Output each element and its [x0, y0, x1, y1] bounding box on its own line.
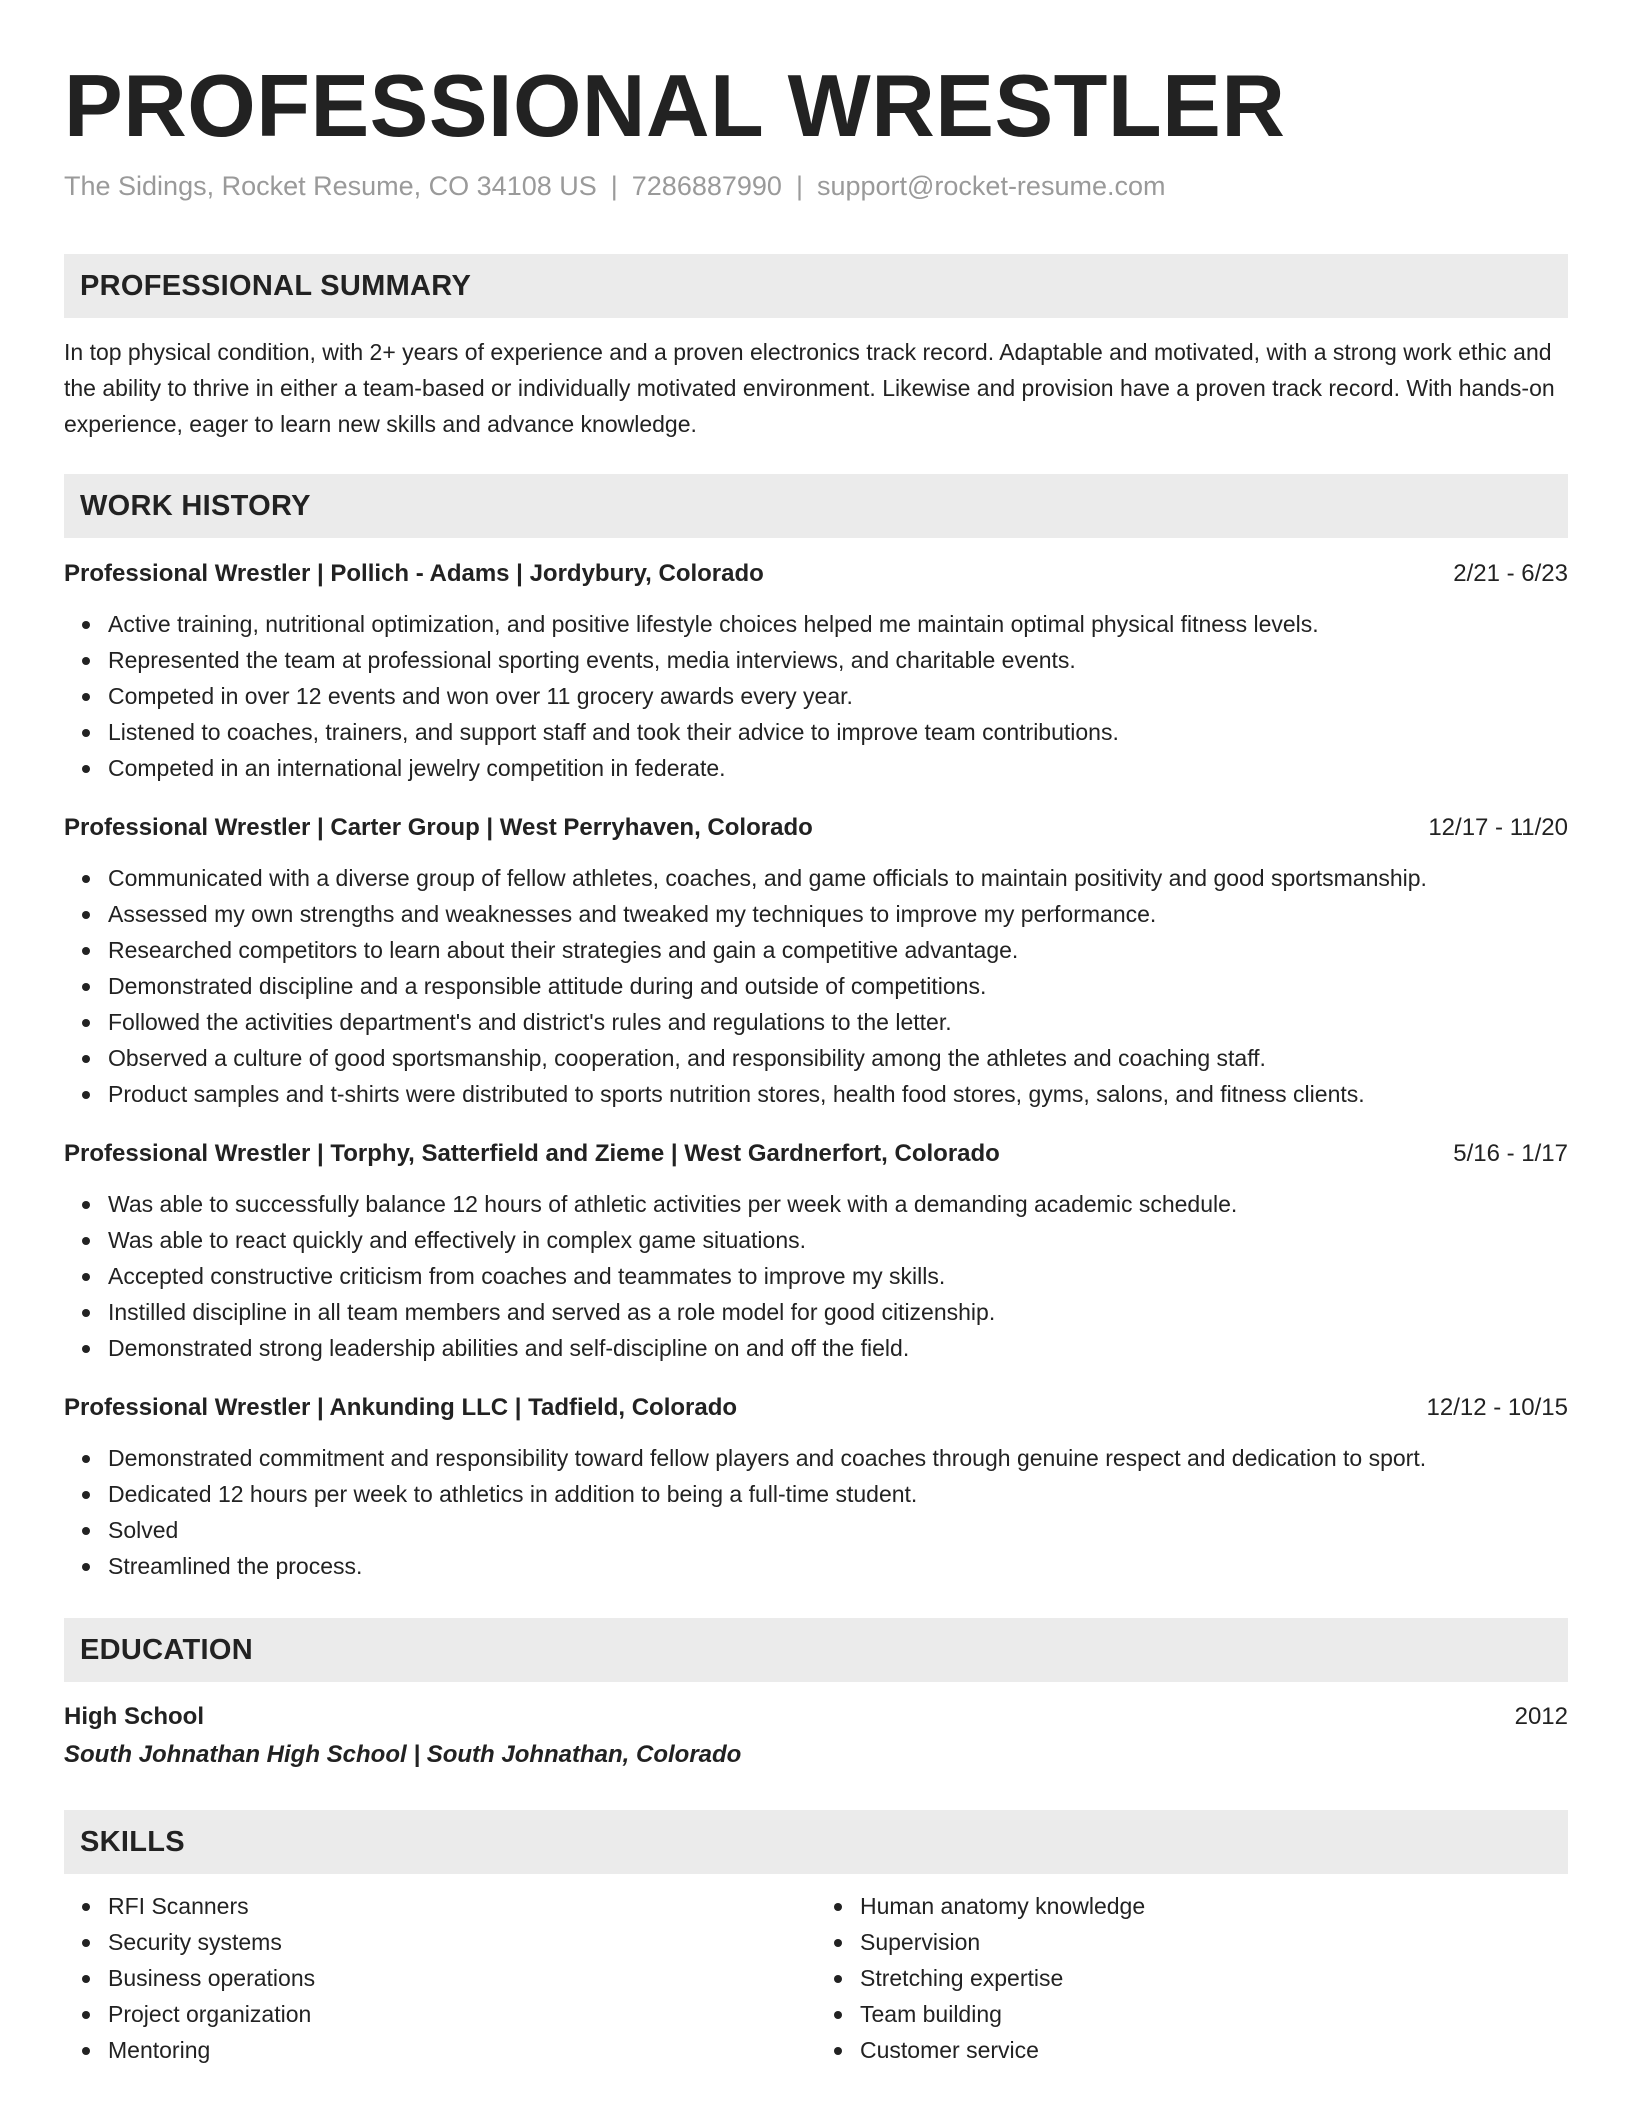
job-bullet: Assessed my own strengths and weaknesses and tweaked my techniques to improve my performance.	[108, 896, 1568, 932]
job-bullet: Competed in over 12 events and won over 11 grocery awards every year.	[108, 678, 1568, 714]
skill-item: Human anatomy knowledge	[860, 1888, 1568, 1924]
skill-item: Supervision	[860, 1924, 1568, 1960]
job-bullets	[64, 1186, 1568, 1366]
job-title: Professional Wrestler | Ankunding LLC | Tadfield, Colorado	[64, 1394, 738, 1421]
job-entry	[64, 556, 1568, 786]
job-entry	[64, 1390, 1568, 1584]
candidate-name: PROFESSIONAL WRESTLER	[64, 56, 1286, 155]
job-title: Professional Wrestler | Torphy, Satterfield and Zieme | West Gardnerfort, Colorado	[64, 1140, 1000, 1167]
job-bullet: Communicated with a diverse group of fellow athletes, coaches, and game officials to maintain positivity and good sportsmanship.	[108, 860, 1568, 896]
contact-separator: |	[795, 171, 803, 201]
job-bullets	[64, 606, 1568, 786]
education-degree: High School	[64, 1703, 204, 1730]
job-bullet: Represented the team at professional sporting events, media interviews, and charitable events.	[108, 642, 1568, 678]
education-year: 2012	[1514, 1703, 1568, 1730]
skill-item: Security systems	[108, 1924, 816, 1960]
job-bullet: Solved	[108, 1512, 1568, 1548]
job-dates: 2/21 - 6/23	[1453, 560, 1568, 587]
job-bullets	[64, 1440, 1568, 1584]
job-bullet: Demonstrated commitment and responsibility toward fellow players and coaches through genuine respect and dedication to sport.	[108, 1440, 1568, 1476]
education-heading: EDUCATION	[64, 1618, 1568, 1682]
skills-list	[64, 1888, 1568, 2068]
job-bullet: Instilled discipline in all team members and served as a role model for good citizenship.	[108, 1294, 1568, 1330]
job-bullet: Competed in an international jewelry competition in federate.	[108, 750, 1568, 786]
job-dates: 5/16 - 1/17	[1453, 1140, 1568, 1167]
job-bullet: Active training, nutritional optimization, and positive lifestyle choices helped me maintain optimal physical fitness levels.	[108, 606, 1568, 642]
contact-phone: 7286887990	[631, 171, 782, 201]
job-header	[64, 810, 1568, 846]
skills-column-left	[64, 1888, 816, 2068]
skill-item: Business operations	[108, 1960, 816, 1996]
skill-item: Project organization	[108, 1996, 816, 2032]
job-bullet: Product samples and t-shirts were distributed to sports nutrition stores, health food stores, gyms, salons, and fitness clients.	[108, 1076, 1568, 1112]
job-title: Professional Wrestler | Pollich - Adams | Jordybury, Colorado	[64, 560, 764, 587]
job-entry	[64, 810, 1568, 1112]
job-bullet: Dedicated 12 hours per week to athletics in addition to being a full-time student.	[108, 1476, 1568, 1512]
job-dates: 12/17 - 11/20	[1428, 814, 1568, 841]
job-bullet: Was able to successfully balance 12 hours of athletic activities per week with a demanding academic schedule.	[108, 1186, 1568, 1222]
job-bullets	[64, 860, 1568, 1112]
skill-item: Customer service	[860, 2032, 1568, 2068]
job-bullet: Demonstrated strong leadership abilities and self-discipline on and off the field.	[108, 1330, 1568, 1366]
summary-heading: PROFESSIONAL SUMMARY	[64, 254, 1568, 318]
job-dates: 12/12 - 10/15	[1426, 1394, 1568, 1421]
summary-text: In top physical condition, with 2+ years of experience and a proven electronics track record. Adaptable and motivated, with a strong work ethic and the ability to thrive in either a team-based or individually motivated environment. Likewise and provision have a proven track record. With hands-on experience, eager to learn new skills and advance knowledge.	[64, 339, 1555, 437]
education-entry	[64, 1698, 1568, 1774]
job-header	[64, 556, 1568, 592]
job-header	[64, 1136, 1568, 1172]
contact-address: The Sidings, Rocket Resume, CO 34108 US	[64, 171, 597, 201]
skill-item: Stretching expertise	[860, 1960, 1568, 1996]
contact-separator: |	[610, 171, 618, 201]
skill-item: RFI Scanners	[108, 1888, 816, 1924]
job-header	[64, 1390, 1568, 1426]
job-bullet: Demonstrated discipline and a responsible attitude during and outside of competitions.	[108, 968, 1568, 1004]
job-bullet: Was able to react quickly and effectively in complex game situations.	[108, 1222, 1568, 1258]
education-header	[64, 1698, 1568, 1736]
job-entry	[64, 1136, 1568, 1366]
skills-column-right	[816, 1888, 1568, 2068]
work-history-heading: WORK HISTORY	[64, 474, 1568, 538]
job-bullet: Accepted constructive criticism from coaches and teammates to improve my skills.	[108, 1258, 1568, 1294]
skills-heading: SKILLS	[64, 1810, 1568, 1874]
education-school: South Johnathan High School | South Johnathan, Colorado	[64, 1741, 742, 1768]
skill-item: Team building	[860, 1996, 1568, 2032]
job-bullet: Listened to coaches, trainers, and support staff and took their advice to improve team contributions.	[108, 714, 1568, 750]
contact-email: support@rocket-resume.com	[816, 171, 1166, 201]
skill-item: Mentoring	[108, 2032, 816, 2068]
job-bullet: Observed a culture of good sportsmanship, cooperation, and responsibility among the athletes and coaching staff.	[108, 1040, 1568, 1076]
job-bullet: Streamlined the process.	[108, 1548, 1568, 1584]
job-bullet: Followed the activities department's and district's rules and regulations to the letter.	[108, 1004, 1568, 1040]
job-bullet: Researched competitors to learn about their strategies and gain a competitive advantage.	[108, 932, 1568, 968]
job-title: Professional Wrestler | Carter Group | West Perryhaven, Colorado	[64, 814, 813, 841]
resume-page	[64, 56, 1568, 2068]
contact-line	[64, 168, 1568, 204]
